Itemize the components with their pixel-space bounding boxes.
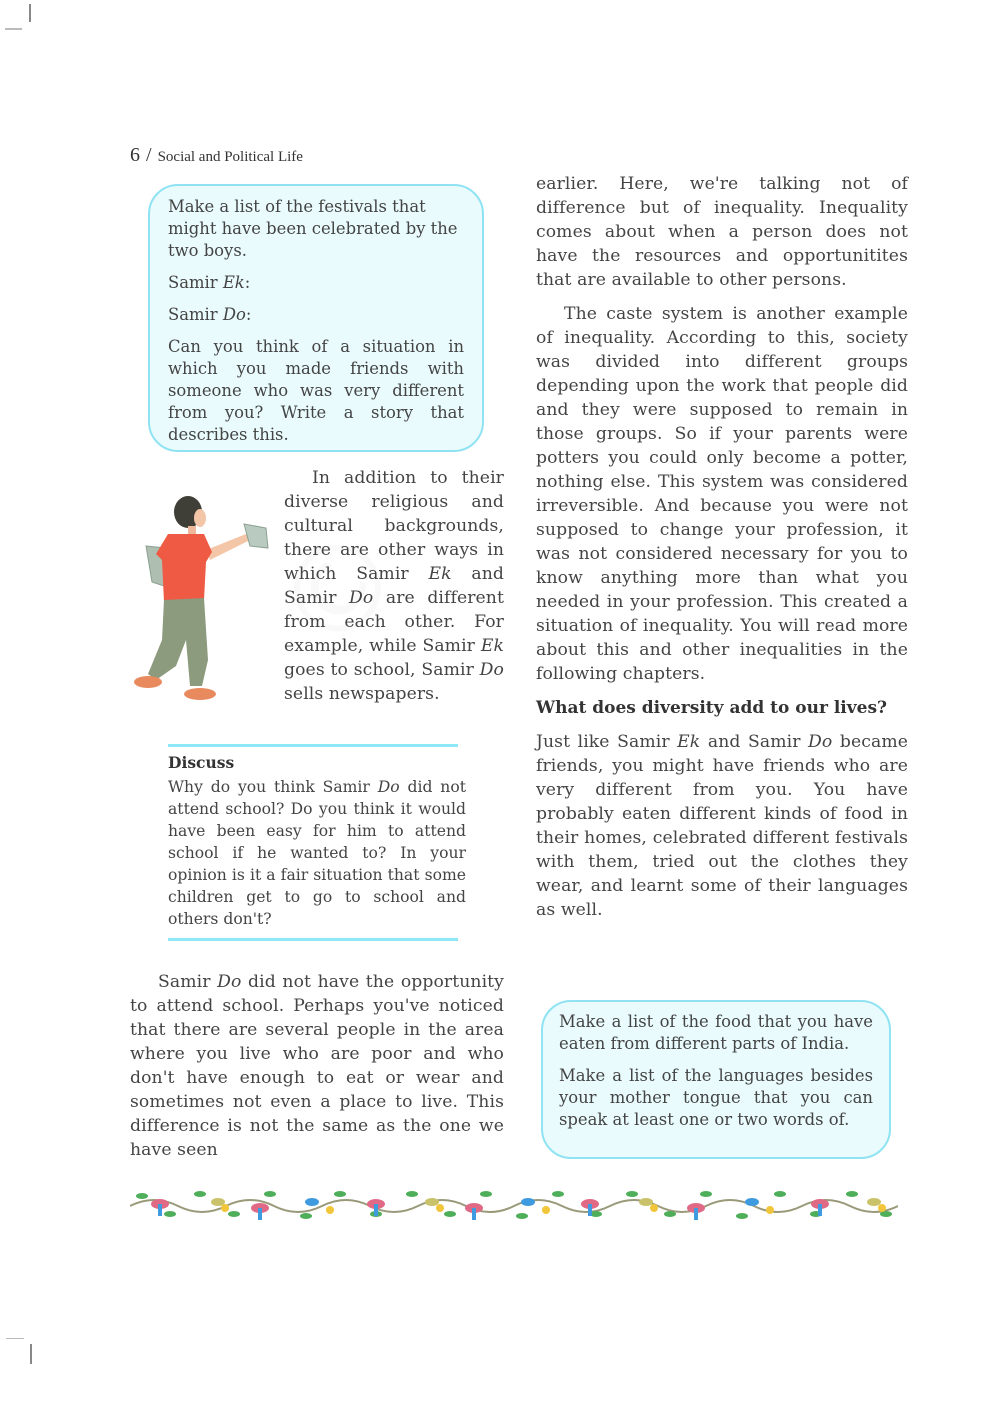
text-run: goes to school, Samir: [284, 660, 480, 680]
discuss-questions: [168, 776, 466, 930]
page-number: 6: [130, 144, 140, 166]
text-run: and Samir: [284, 564, 504, 608]
text-run: Just like Samir: [536, 732, 678, 752]
inequality-intro-paragraph: [130, 970, 504, 1162]
right-column: [536, 172, 908, 922]
text-run: became friends, you might have friends who are very different from you. You have probably eaten different kinds of food in their homes, celebrated different festivals with them, tried out the clothes they wear, and learnt some of their languages as well.: [536, 732, 908, 920]
name-italic: Do: [349, 588, 374, 608]
section-heading: What does diversity add to our lives?: [536, 698, 887, 718]
language-prompt: Make a list of the languages besides your mother tongue that you can speak at least one or two words of.: [559, 1066, 873, 1129]
food-prompt: Make a list of the food that you have eaten from different parts of India.: [559, 1012, 873, 1053]
label-colon: :: [245, 305, 252, 324]
name-italic: Do: [222, 305, 246, 324]
caste-paragraph: The caste system is another example of inequality. According to this, society was divided into different groups depending upon the work that people did and they were supposed to remain in those groups. So if your parents were potters you could only become a potter, nothing else. This system was considered irreversible. And because you were not supposed to change your profession, it was not considered necessary for you to know anything more than what you needed in your profession. This created a situation of inequality. You will read more about this and other inequalities in the following chapters.: [536, 304, 908, 684]
text-run: Why do you think Samir: [168, 778, 378, 796]
name-italic: Ek: [677, 732, 701, 752]
text-run: In addition to their diverse religious and cultural backgrounds, there are other ways in which Samir: [284, 468, 504, 584]
crop-mark: [5, 28, 22, 30]
text-run: sells newspapers.: [284, 684, 440, 704]
name-italic: Do: [377, 778, 400, 796]
story-prompt: Can you think of a situation in which you made friends with someone who was very different from you? Write a story that describes this.: [168, 337, 464, 444]
crop-mark: [30, 1344, 32, 1364]
intro-text: [284, 466, 504, 706]
running-header: [130, 144, 303, 167]
text-run: and Samir: [700, 732, 809, 752]
discuss-box: [168, 744, 466, 941]
samir-ek-label: [168, 272, 464, 294]
crop-mark: [6, 1338, 24, 1339]
label-text: Samir: [168, 305, 223, 324]
food-languages-activity-box: [541, 1000, 891, 1159]
festivals-prompt: Make a list of the festivals that might have been celebrated by the two boys.: [168, 197, 458, 260]
discuss-title: Discuss: [168, 753, 235, 772]
label-text: Samir: [168, 273, 223, 292]
text-run: did not have the opportunity to attend school. Perhaps you've noticed that there are several people in the area where you live who are poor and who don't have enough to eat or wear and sometimes not even a place to live. This difference is not the same as the one we have seen: [130, 972, 504, 1160]
crop-mark: [29, 4, 31, 22]
boy-with-newspapers-illustration: [126, 490, 276, 706]
name-italic: Ek: [222, 273, 245, 292]
paragraph-text: [130, 970, 504, 1162]
header-separator: /: [146, 144, 152, 166]
name-italic: Do: [217, 972, 242, 992]
label-colon: :: [244, 273, 251, 292]
festivals-activity-box: [148, 184, 484, 452]
name-italic: Ek: [428, 564, 452, 584]
name-italic: Do: [808, 732, 833, 752]
text-run: Samir: [158, 972, 218, 992]
text-run: are different from each other. For example, while Samir: [284, 588, 504, 656]
decorative-vine-border: [130, 1180, 898, 1226]
continuation-paragraph: earlier. Here, we're talking not of difference but of inequality. Inequality comes about when a person does not have the resources and opportunitites that are available to other persons.: [536, 174, 908, 290]
name-italic: Do: [479, 660, 504, 680]
samir-do-label: [168, 304, 464, 326]
divider-bottom: [168, 938, 458, 941]
name-italic: Ek: [480, 636, 504, 656]
text-run: did not attend school? Do you think it would have been easy for him to attend school if he wanted to? In your opinion is it a fair situation that some children get to go to school and others don't?: [168, 778, 466, 928]
diversity-paragraph: [536, 730, 908, 922]
divider-top: [168, 744, 458, 747]
book-title: Social and Political Life: [157, 149, 303, 165]
intro-paragraph: [284, 466, 504, 706]
